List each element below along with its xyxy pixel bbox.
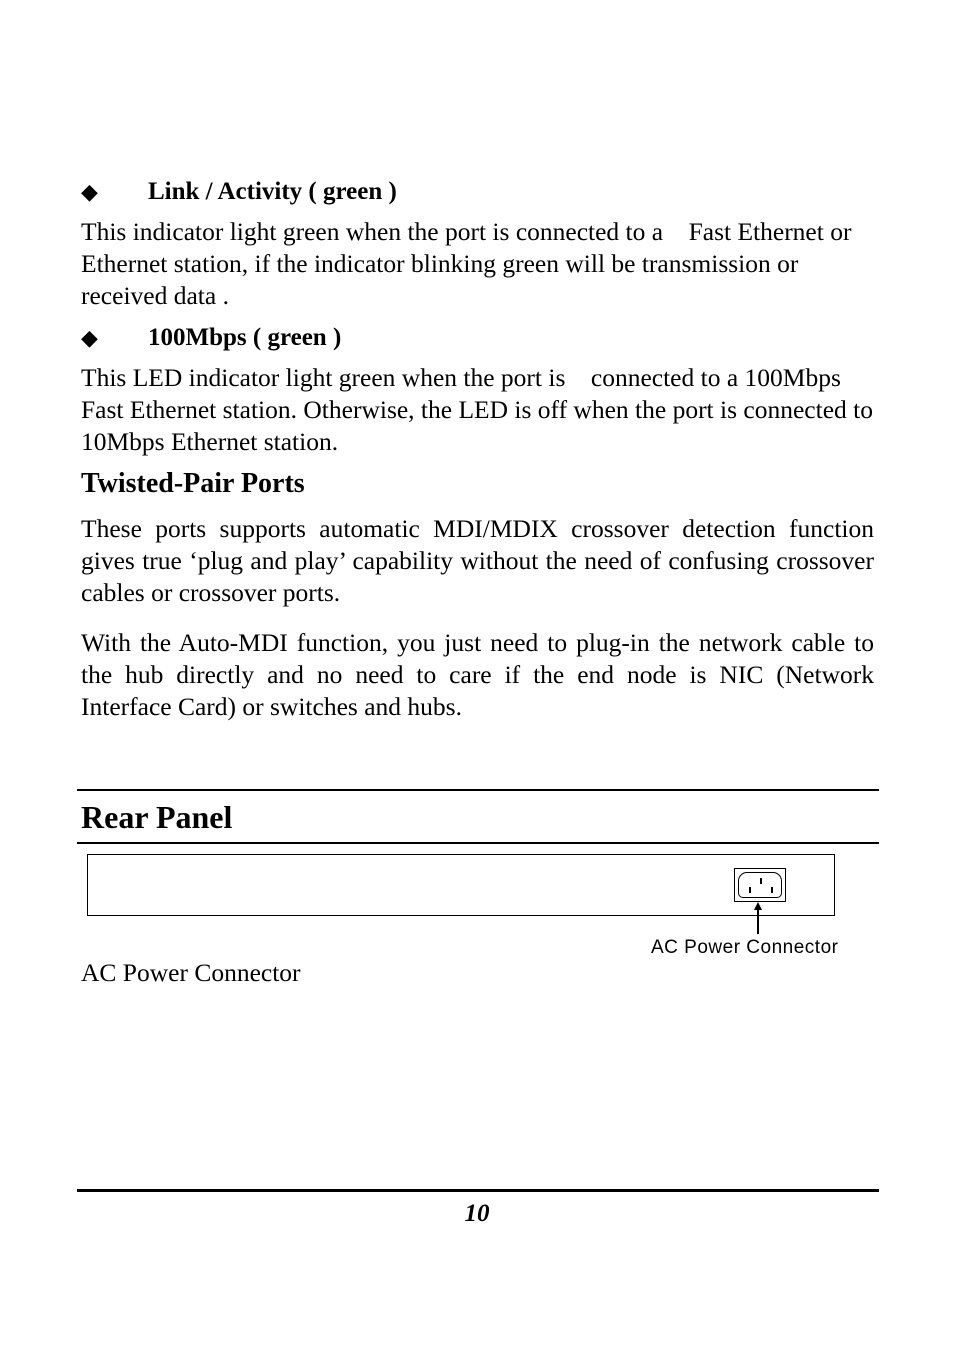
twisted-pair-paragraph: These ports supports automatic MDI/MDIX crossover detection function gives true ‘plug and play’ capability without the need of confusing crossover cables or crossover ports. bbox=[81, 514, 874, 607]
section-heading-rear-panel: Rear Panel bbox=[81, 799, 233, 835]
page-number: 10 bbox=[464, 1200, 490, 1227]
section-rule-top bbox=[77, 789, 879, 791]
rear-panel-figure bbox=[87, 854, 835, 916]
section-heading-twisted-pair: Twisted-Pair Ports bbox=[81, 468, 305, 499]
figure-callout-label: AC Power Connector bbox=[651, 937, 839, 958]
footer-rule bbox=[77, 1189, 879, 1192]
indicator-description: This indicator light green when the port is connected to a Fast Ethernet or Ethernet station, if the indicator blinking green will be transmission or received data . bbox=[81, 217, 858, 310]
callout-arrow-icon bbox=[750, 902, 766, 936]
ac-power-socket-icon bbox=[734, 868, 786, 902]
section-rule-bottom bbox=[77, 842, 879, 844]
indicator-description: This LED indicator light green when the port is connected to a 100Mbps Fast Ethernet station. Otherwise, the LED is off when the port is connected to 10Mbps Ethernet station. bbox=[81, 363, 880, 456]
indicator-100mbps bbox=[81, 322, 341, 354]
indicator-title: Link / Activity ( green ) bbox=[148, 178, 397, 205]
indicator-link-activity bbox=[81, 176, 397, 208]
diamond-bullet-icon: ◆ bbox=[81, 179, 98, 204]
indicator-title: 100Mbps ( green ) bbox=[148, 324, 342, 351]
rear-panel-caption: AC Power Connector bbox=[81, 958, 301, 987]
diamond-bullet-icon: ◆ bbox=[81, 325, 98, 350]
twisted-pair-paragraph: With the Auto-MDI function, you just need to plug-in the network cable to the hub directly and no need to care if the end node is NIC (Network Interface Card) or switches and hubs. bbox=[81, 628, 874, 721]
